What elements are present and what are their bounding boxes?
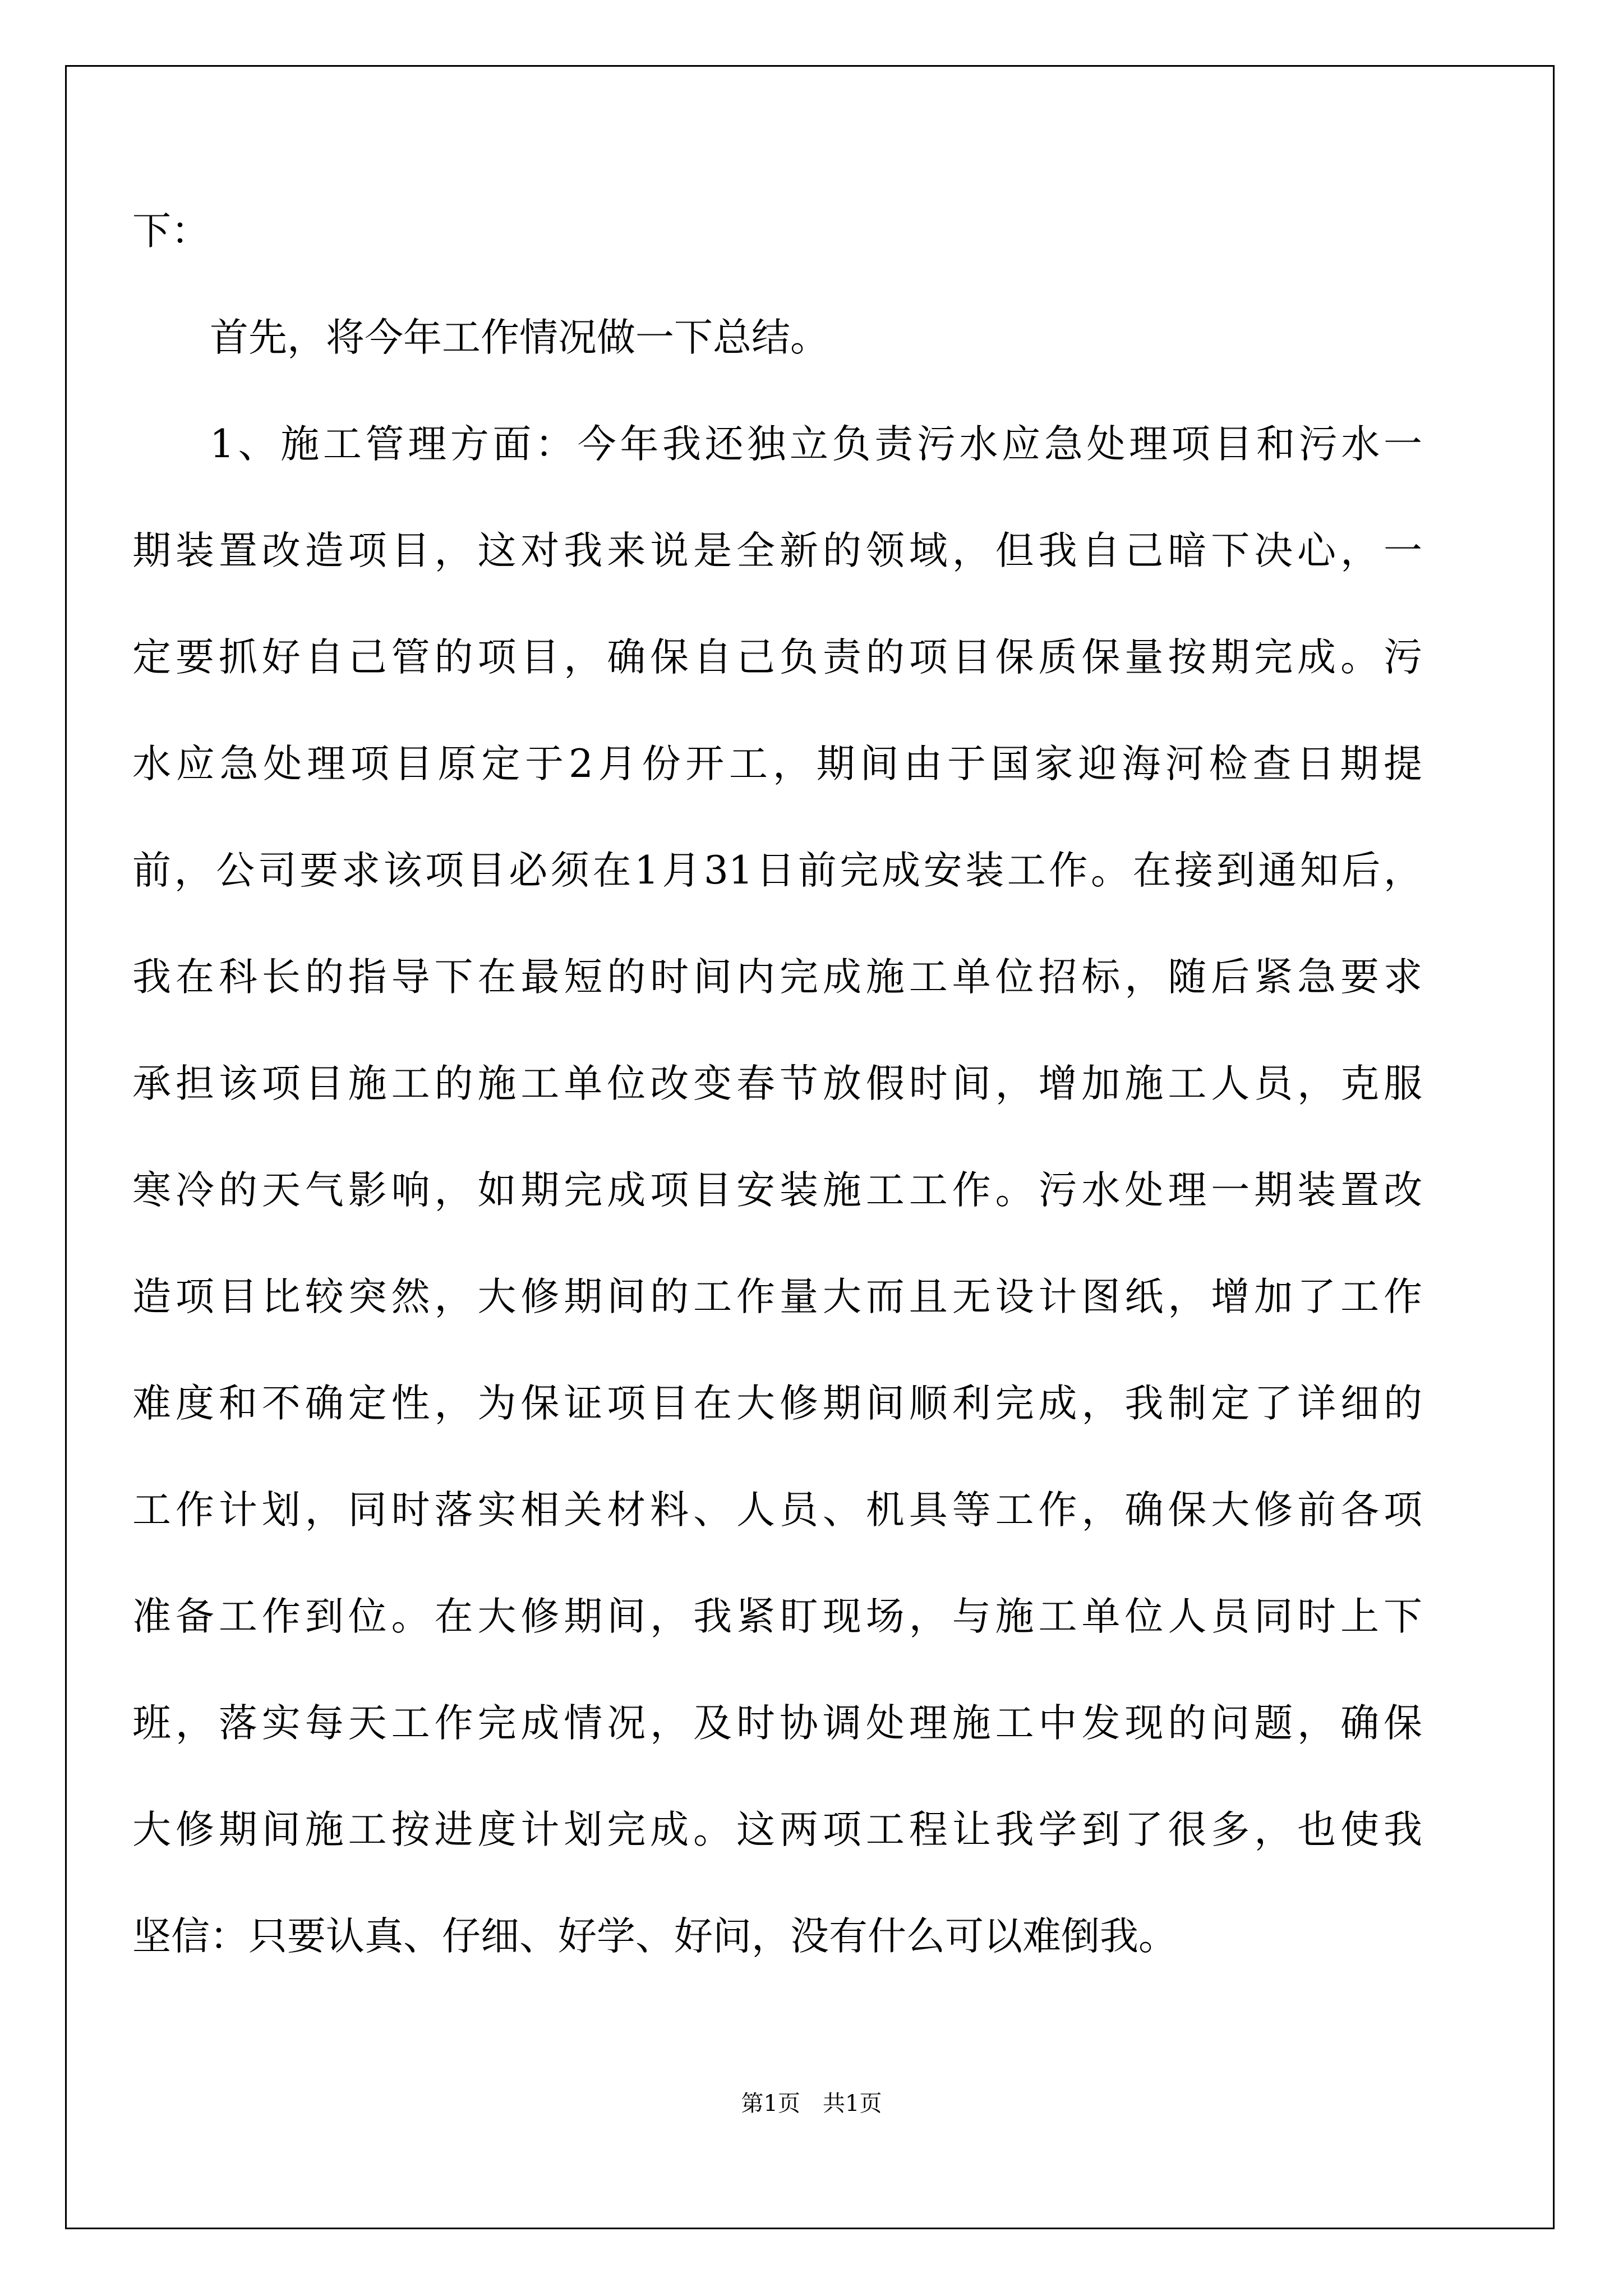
paragraph-line: 寒冷的天气影响，如期完成项目安装施工工作。污水处理一期装置改 [132, 1168, 1422, 1213]
paragraph-line: 造项目比较突然，大修期间的工作量大而且无设计图纸，增加了工作 [132, 1274, 1422, 1319]
paragraph-line: 前，公司要求该项目必须在1月31日前完成安装工作。在接到通知后， [132, 848, 1422, 893]
paragraph-line: 我在科长的指导下在最短的时间内完成施工单位招标，随后紧急要求 [132, 955, 1422, 1000]
paragraph-line: 首先，将今年工作情况做一下总结。 [210, 315, 829, 360]
paragraph-line: 难度和不确定性，为保证项目在大修期间顺利完成，我制定了详细的 [132, 1381, 1422, 1426]
paragraph-line: 承担该项目施工的施工单位改变春节放假时间，增加施工人员，克服 [132, 1061, 1422, 1106]
paragraph-line: 定要抓好自己管的项目，确保自己负责的项目保质保量按期完成。污 [132, 635, 1422, 680]
paragraph-line: 工作计划，同时落实相关材料、人员、机具等工作，确保大修前各项 [132, 1488, 1422, 1533]
paragraph-line: 大修期间施工按进度计划完成。这两项工程让我学到了很多，也使我 [132, 1807, 1422, 1852]
document-body [132, 205, 1422, 2017]
paragraph-line: 下： [132, 209, 210, 254]
paragraph-line: 班，落实每天工作完成情况，及时协调处理施工中发现的问题，确保 [132, 1701, 1422, 1746]
paragraph-line: 水应急处理项目原定于2月份开工，期间由于国家迎海河检查日期提 [132, 742, 1422, 786]
paragraph-line: 准备工作到位。在大修期间，我紧盯现场，与施工单位人员同时上下 [132, 1594, 1422, 1639]
paragraph-line: 期装置改造项目，这对我来说是全新的领域，但我自己暗下决心，一 [132, 528, 1422, 573]
paragraph-line: 1、施工管理方面：今年我还独立负责污水应急处理项目和污水一 [210, 422, 1422, 467]
page-footer: 第1页 共1页 [741, 2091, 882, 2116]
paragraph-line: 坚信：只要认真、仔细、好学、好问，没有什么可以难倒我。 [132, 1914, 1177, 1959]
